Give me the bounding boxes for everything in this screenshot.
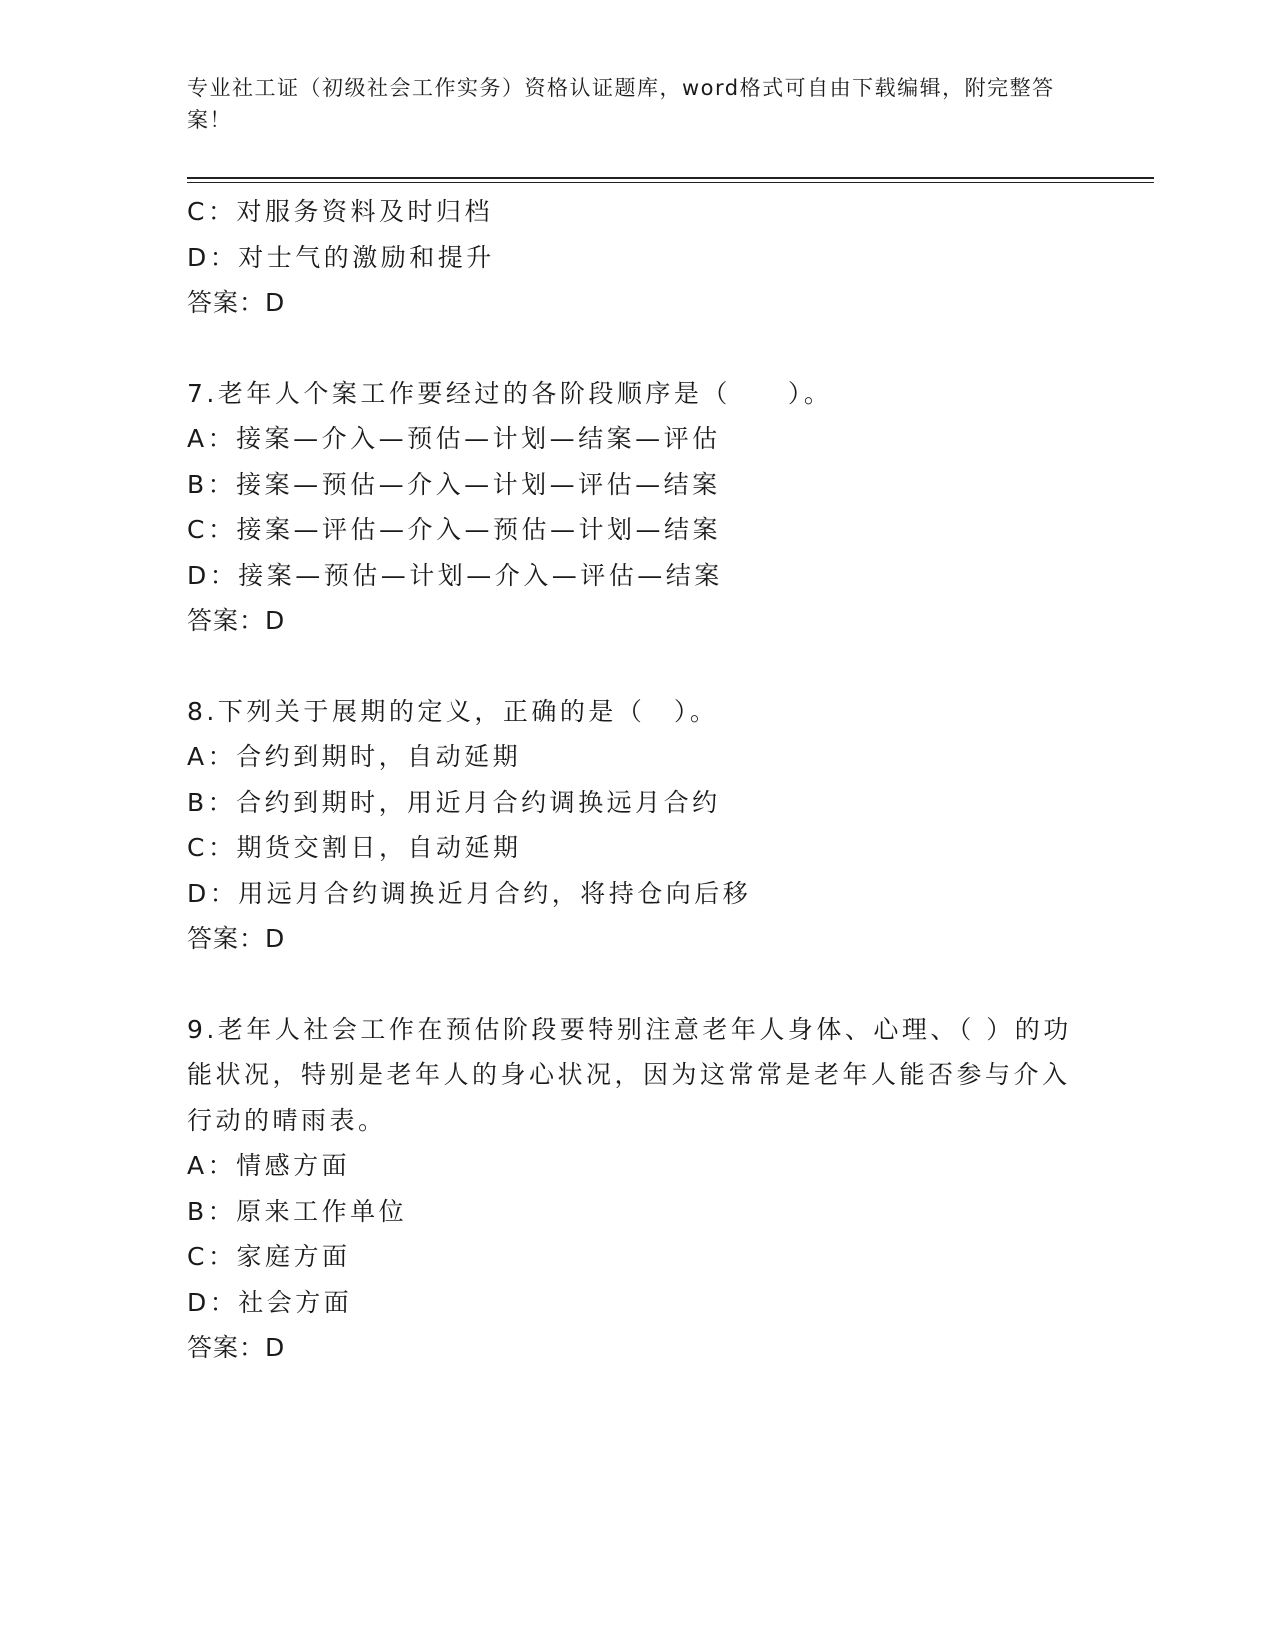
- option-c: C：家庭方面: [187, 1242, 351, 1271]
- header-divider-thin: [187, 182, 1154, 183]
- spacer: [187, 962, 1087, 1007]
- option-a: A：情感方面: [187, 1151, 351, 1180]
- option-a: A：接案—介入—预估—计划—结案—评估: [187, 424, 721, 453]
- question-9: [187, 1007, 1087, 1371]
- answer-line: 答案：D: [187, 1333, 286, 1362]
- option-d: D：接案—预估—计划—介入—评估—结案: [187, 560, 723, 590]
- header-divider-thick: [187, 177, 1154, 179]
- answer-line: 答案：D: [187, 924, 286, 953]
- option-b: B：合约到期时，用近月合约调换远月合约: [187, 787, 721, 817]
- option-c: C：接案—评估—介入—预估—计划—结案: [187, 515, 721, 544]
- page-header: 专业社工证（初级社会工作实务）资格认证题库，word格式可自由下载编辑，附完整答案！: [187, 76, 1055, 132]
- question-7: [187, 371, 1087, 644]
- option-d: D：对士气的激励和提升: [187, 242, 495, 272]
- option-a: A：合约到期时，自动延期: [187, 742, 522, 771]
- question-text: 9.老年人社会工作在预估阶段要特别注意老年人身体、心理、（ ）的功能状况，特别是老年人的身心状况，因为这常常是老年人能否参与介入行动的晴雨表。: [187, 1014, 1072, 1135]
- spacer: [187, 326, 1087, 371]
- option-b: B：原来工作单位: [187, 1196, 408, 1226]
- option-d: D：社会方面: [187, 1287, 353, 1317]
- partial-question: [187, 189, 1087, 326]
- option-b: B：接案—预估—介入—计划—评估—结案: [187, 469, 721, 499]
- question-text: 7.老年人个案工作要经过的各阶段顺序是（ ）。: [187, 378, 833, 408]
- option-c: C：对服务资料及时归档: [187, 197, 493, 226]
- spacer: [187, 644, 1087, 689]
- question-content: [187, 189, 1087, 1371]
- question-8: [187, 689, 1087, 962]
- answer-line: 答案：D: [187, 606, 286, 635]
- answer-line: 答案：D: [187, 288, 286, 317]
- option-d: D：用远月合约调换近月合约，将持仓向后移: [187, 878, 752, 908]
- question-text: 8.下列关于展期的定义，正确的是（ ）。: [187, 696, 719, 726]
- option-c: C：期货交割日，自动延期: [187, 833, 522, 862]
